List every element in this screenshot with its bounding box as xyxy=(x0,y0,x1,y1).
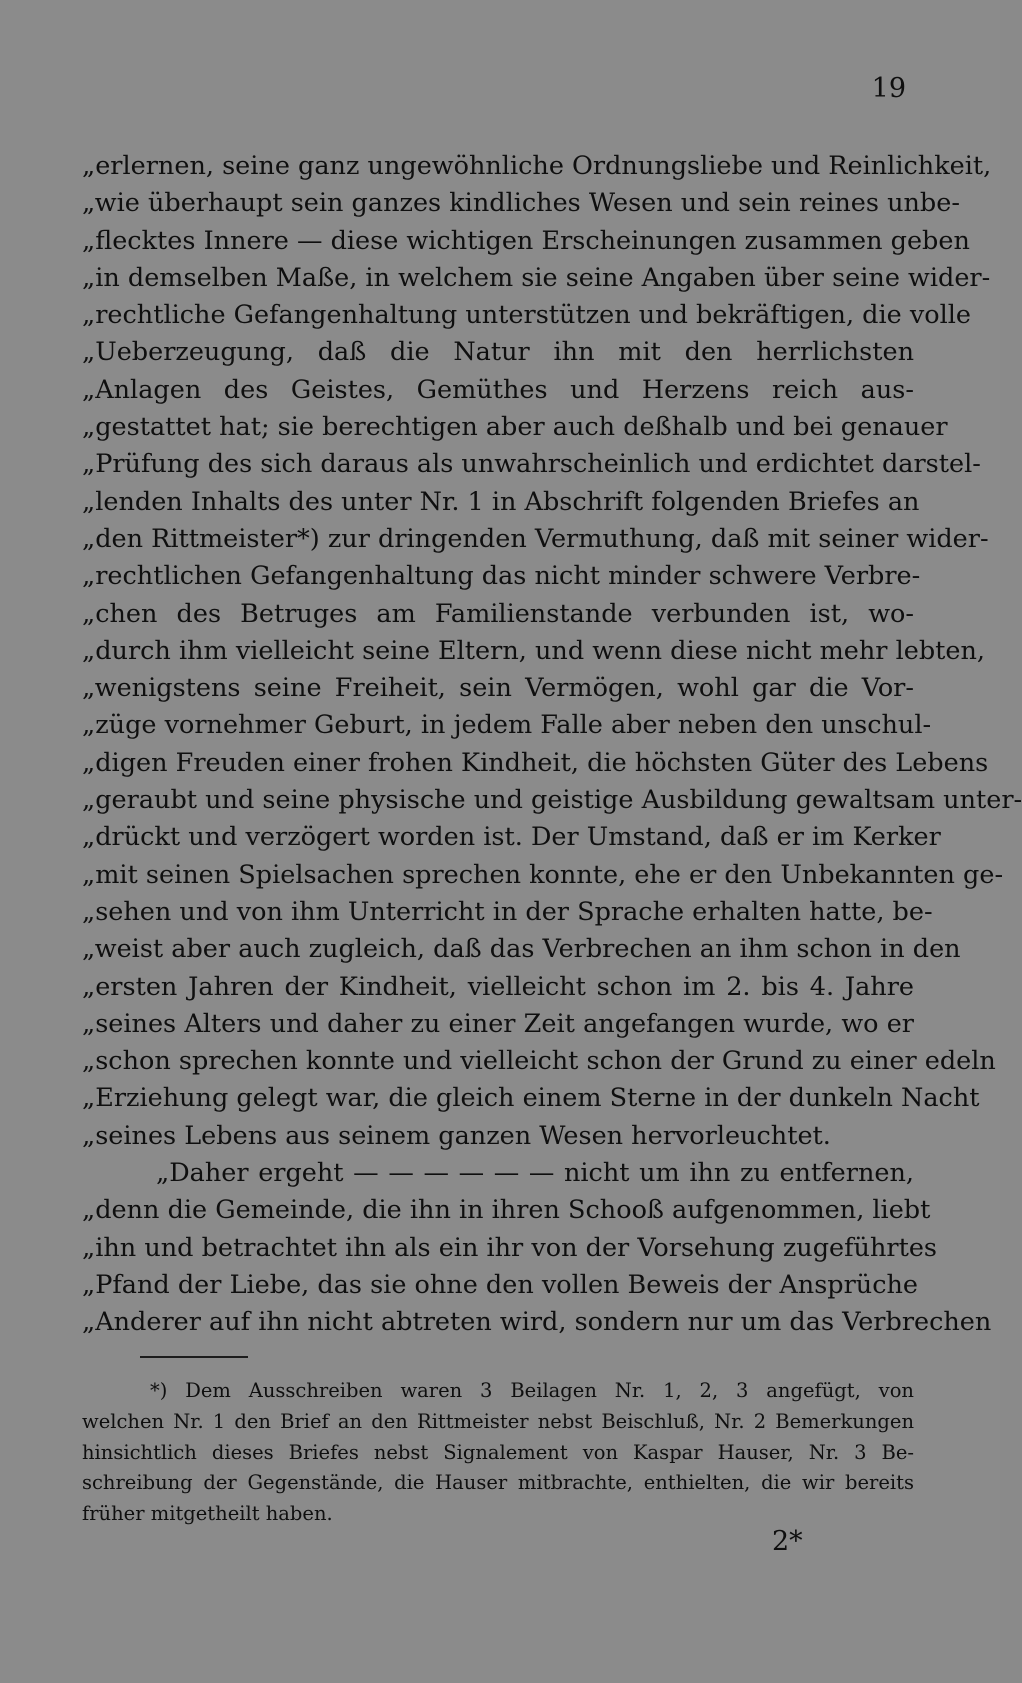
text-line: „in demselben Maße, in welchem sie seine Angaben über seine wider- xyxy=(82,262,991,293)
text-line: „seines Lebens aus seinem ganzen Wesen hervorleuchtet. xyxy=(82,1120,831,1151)
footnote-line: schreibung der Gegenstände, die Hauser mitbrachte, enthielten, die wir bereits xyxy=(82,1471,914,1495)
text-line: „schon sprechen konnte und vielleicht schon der Grund zu einer edeln xyxy=(82,1046,996,1077)
text-line: „durch ihm vielleicht seine Eltern, und wenn diese nicht mehr lebten, xyxy=(82,635,986,666)
text-line: „denn die Gemeinde, die ihn in ihren Schooß aufgenommen, liebt xyxy=(82,1195,931,1226)
text-line: „Prüfung des sich daraus als unwahrscheinlich und erdichtet darstel- xyxy=(82,449,981,480)
footnote xyxy=(82,1376,914,1530)
text-line: „chen des Betruges am Familienstande verbunden ist, wo- xyxy=(82,598,914,629)
text-line: „Ueberzeugung, daß die Natur ihn mit den herrlichsten xyxy=(82,337,914,368)
footnote-line: welchen Nr. 1 den Brief an den Rittmeister nebst Beischluß, Nr. 2 Bemerkungen xyxy=(82,1409,914,1433)
text-line: „erlernen, seine ganz ungewöhnliche Ordnungsliebe und Reinlichkeit, xyxy=(82,151,992,181)
text-line: „gestattet hat; sie berechtigen aber auch deßhalb und bei genauer xyxy=(82,412,948,443)
text-line: „ihn und betrachtet ihn als ein ihr von der Vorsehung zugeführtes xyxy=(82,1232,938,1263)
text-line: „geraubt und seine physische und geistige Ausbildung gewaltsam unter- xyxy=(82,785,1022,816)
signature-mark: 2* xyxy=(772,1526,803,1557)
text-line: „digen Freuden einer frohen Kindheit, die höchsten Güter des Lebens xyxy=(82,747,989,778)
footnote-line: *) Dem Ausschreiben waren 3 Beilagen Nr. 1, 2, 3 angefügt, von xyxy=(150,1379,914,1402)
text-line: „wie überhaupt sein ganzes kindliches Wesen und sein reines unbe- xyxy=(82,188,960,219)
text-line: „züge vornehmer Geburt, in jedem Falle aber neben den unschul- xyxy=(82,710,932,741)
footnote-line: früher mitgetheilt haben. xyxy=(82,1502,333,1526)
text-line: „drückt und verzögert worden ist. Der Umstand, daß er im Kerker xyxy=(82,822,941,853)
text-line: „den Rittmeister*) zur dringenden Vermuthung, daß mit seiner wider- xyxy=(82,523,989,554)
text-line: „Pfand der Liebe, das sie ohne den vollen Beweis der Ansprüche xyxy=(82,1269,919,1300)
footnote-line: hinsichtlich dieses Briefes nebst Signalement von Kaspar Hauser, Nr. 3 Be- xyxy=(82,1440,914,1464)
text-line: „wenigstens seine Freiheit, sein Vermögen, wohl gar die Vor- xyxy=(82,673,914,704)
text-line: „Anlagen des Geistes, Gemüthes und Herzens reich aus- xyxy=(82,374,914,405)
page-number: 19 xyxy=(871,73,906,104)
text-line: „flecktes Innere — diese wichtigen Erscheinungen zusammen geben xyxy=(82,225,970,256)
text-line: „sehen und von ihm Unterricht in der Sprache erhalten hatte, be- xyxy=(82,896,933,927)
text-line: „Erziehung gelegt war, die gleich einem Sterne in der dunkeln Nacht xyxy=(82,1083,980,1114)
text-line: „rechtliche Gefangenhaltung unterstützen und bekräftigen, die volle xyxy=(82,300,972,331)
text-line: „Anderer auf ihn nicht abtreten wird, sondern nur um das Verbrechen xyxy=(82,1307,992,1338)
text-line: „lenden Inhalts des unter Nr. 1 in Abschrift folgenden Briefes an xyxy=(82,486,920,517)
text-line: „mit seinen Spielsachen sprechen konnte, ehe er den Unbekannten ge- xyxy=(82,859,1004,890)
text-line: „Daher ergeht — — — — — — nicht um ihn zu entfernen, xyxy=(156,1158,914,1189)
text-line: „weist aber auch zugleich, daß das Verbrechen an ihm schon in den xyxy=(82,934,961,965)
text-line: „ersten Jahren der Kindheit, vielleicht schon im 2. bis 4. Jahre xyxy=(82,971,914,1002)
body-text xyxy=(82,148,1022,1342)
text-line: „rechtlichen Gefangenhaltung das nicht minder schwere Verbre- xyxy=(82,561,921,592)
text-line: „seines Alters und daher zu einer Zeit angefangen wurde, wo er xyxy=(82,1008,914,1039)
footnote-separator xyxy=(140,1356,248,1358)
